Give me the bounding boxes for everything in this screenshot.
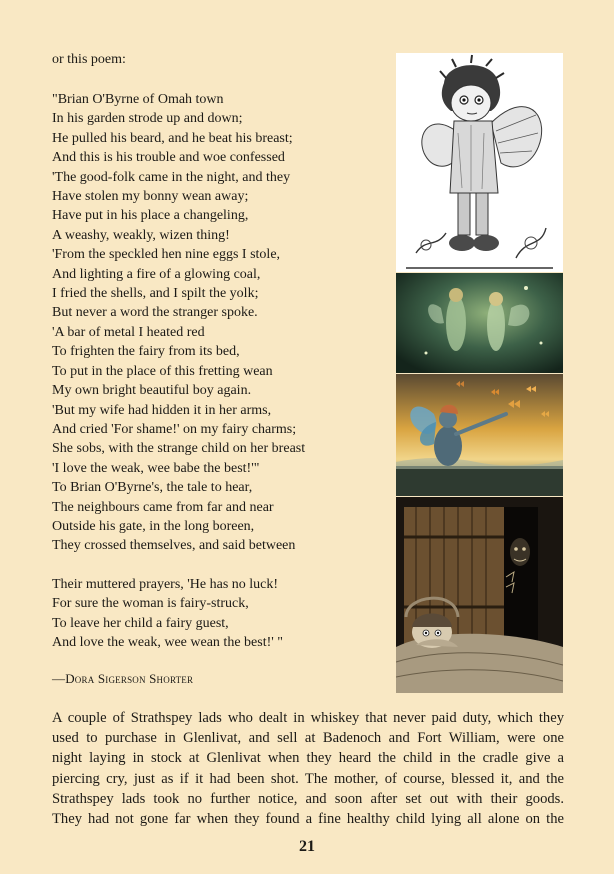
poem-attribution: —Dora Sigerson Shorter [52, 671, 194, 686]
poem-line: "Brian O'Byrne of Omah town [52, 92, 224, 107]
poem-line: In his garden strode up and down; [52, 111, 243, 127]
poem-line: Have put in his place a changeling, [52, 208, 249, 224]
poem [52, 90, 387, 652]
poem-line: 'A bar of metal I heated red [52, 324, 205, 340]
poem-line: To leave her child a fairy guest, [52, 615, 229, 631]
poem-line: 'From the speckled hen nine eggs I stole, [52, 247, 281, 263]
poem-line: Have stolen my bonny wean away; [52, 189, 249, 205]
poem-line: To put in the place of this fretting wean [52, 363, 273, 379]
poem-line: They crossed themselves, and said between [52, 538, 296, 554]
poem-line: Outside his gate, in the long boreen, [52, 518, 255, 534]
fairy-reaching-butterflies [396, 374, 563, 496]
illustration-column [396, 53, 563, 693]
winged-changeling-child-sketch [396, 53, 563, 272]
poem-line: To Brian O'Byrne's, the tale to hear, [52, 480, 253, 496]
poem-line: And lighting a fire of a glowing coal, [52, 266, 261, 282]
poem-line: 'The good-folk came in the night, and they [52, 169, 291, 185]
prose-line: Strathspey lads took no further notice, and soon after set out with their goods. [52, 790, 564, 807]
poem-line: 'But my wife had hidden it in her arms, [52, 402, 272, 418]
page-number: 21 [299, 838, 315, 855]
prose-line: night laying in stock at Glenlivat when they heard the child in the cradle give a [52, 750, 564, 767]
prose-line: used to purchase in Glenlivat, and sell at Badenoch and Fort William, were one [52, 730, 564, 747]
poem-line: And this is his trouble and woe confessed [52, 150, 285, 166]
poem-line: 'I love the weak, wee babe the best!'" [52, 460, 260, 476]
prose-line: A couple of Strathspey lads who dealt in whiskey that never paid duty, which they [52, 710, 564, 726]
dancing-fairies-green [396, 273, 563, 373]
poem-line: To frighten the fairy from its bed, [52, 344, 240, 360]
poem-line: But never a word the stranger spoke. [52, 305, 258, 321]
poem-line: And cried 'For shame!' on my fairy charms; [52, 421, 297, 437]
poem-line: I fried the shells, and I spilt the yolk; [52, 286, 259, 302]
poem-line: My own bright beautiful boy again. [52, 383, 252, 399]
prose-line: They had not gone far when they found a fine healthy child lying all alone on the [52, 811, 564, 828]
poem-stanza-1 [52, 90, 387, 556]
poem-stanza-2 [52, 575, 387, 653]
poem-line: And love the weak, wee wean the best!' " [52, 634, 283, 650]
poem-line: Their muttered prayers, 'He has no luck! [52, 576, 279, 592]
prose-line: piercing cry, just as if it had been shot. The mother, of course, blessed it, and the [52, 770, 564, 787]
poem-line: The neighbours came from far and near [52, 499, 274, 515]
prose-paragraph [52, 708, 564, 829]
child-in-bed-dark-doorway [396, 497, 563, 693]
intro-text: or this poem: [52, 52, 126, 67]
poem-line: He pulled his beard, and he beat his breast; [52, 130, 293, 146]
poem-line: For sure the woman is fairy-struck, [52, 596, 249, 612]
poem-line: She sobs, with the strange child on her breast [52, 441, 306, 457]
poem-line: A weashy, weakly, wizen thing! [52, 227, 230, 243]
